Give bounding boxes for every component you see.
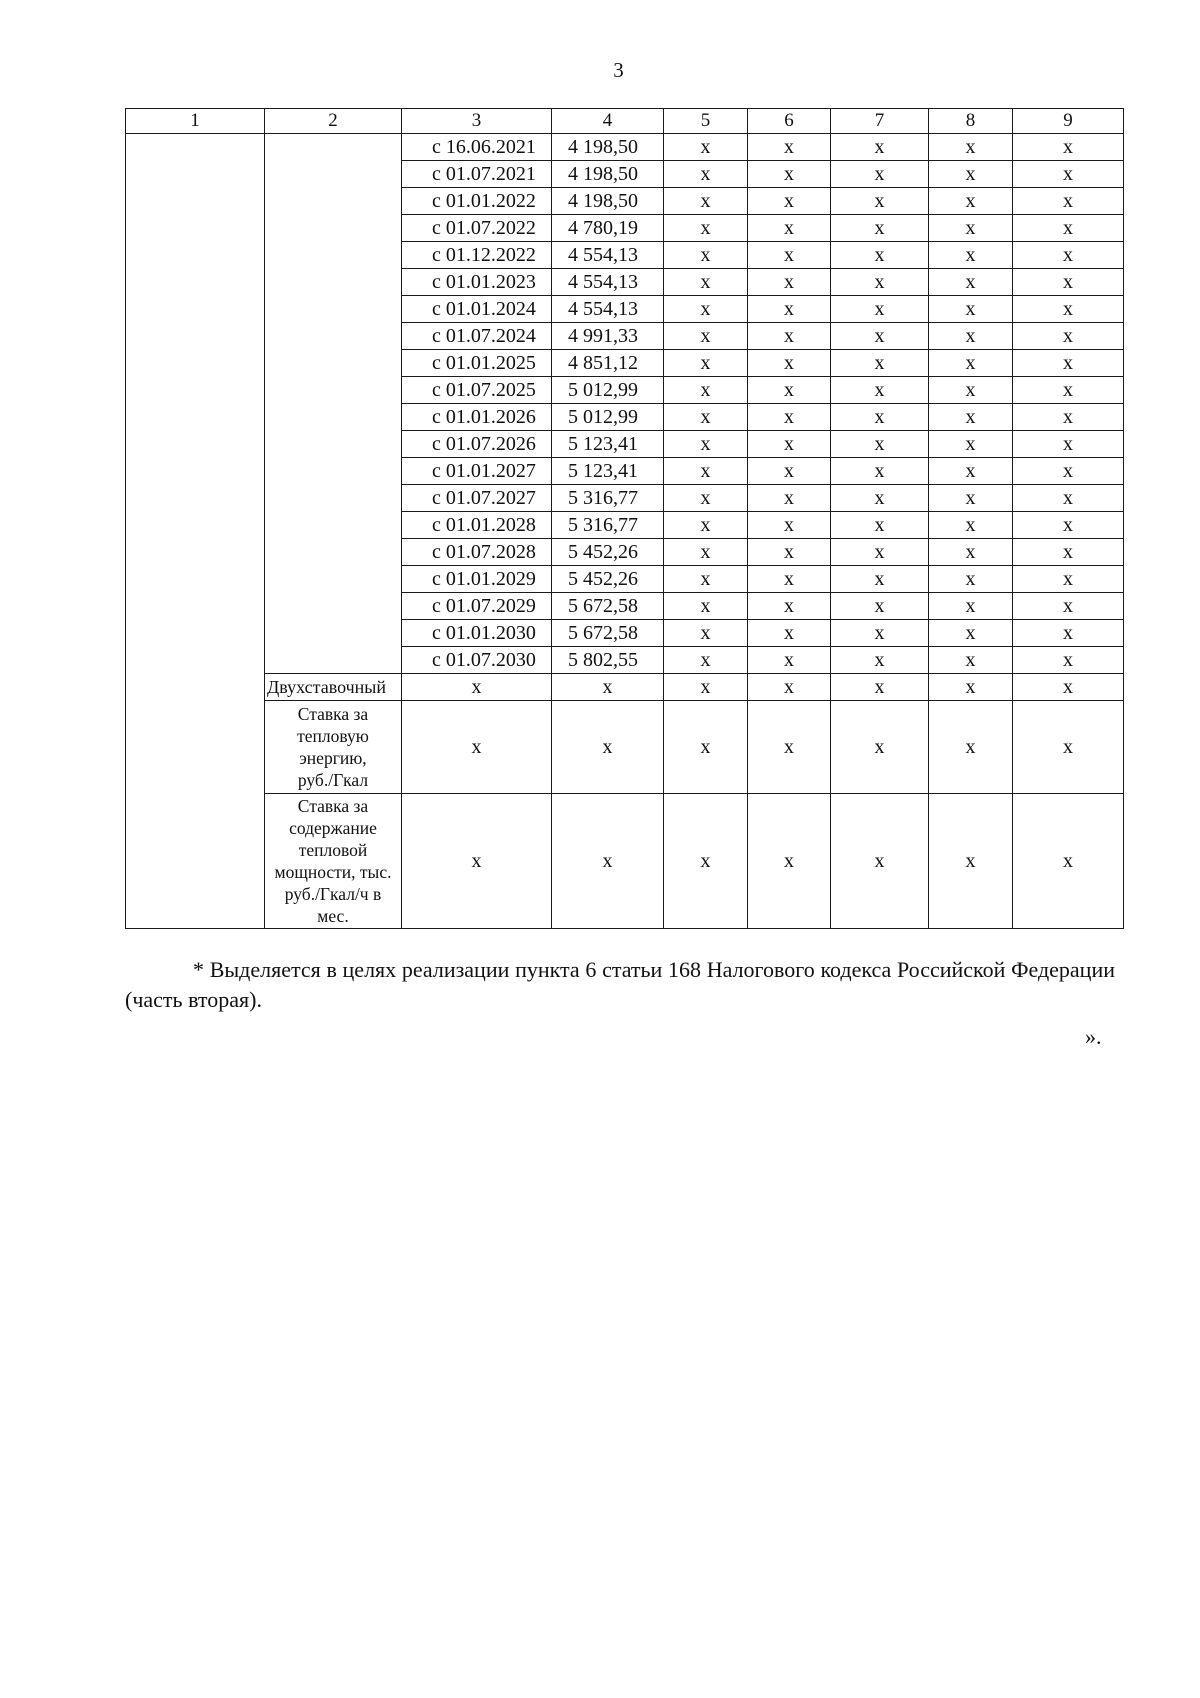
tariff-value: 5 452,26 bbox=[552, 539, 664, 566]
x-mark: х bbox=[929, 794, 1013, 929]
x-mark: х bbox=[1013, 269, 1124, 296]
tariff-value: 5 672,58 bbox=[552, 620, 664, 647]
tariff-value: 4 554,13 bbox=[552, 296, 664, 323]
x-mark: х bbox=[1013, 794, 1124, 929]
tariff-value: 4 554,13 bbox=[552, 242, 664, 269]
x-mark: х bbox=[929, 458, 1013, 485]
x-mark: х bbox=[748, 161, 831, 188]
x-mark: х bbox=[929, 323, 1013, 350]
tariff-value: 5 672,58 bbox=[552, 593, 664, 620]
x-mark: х bbox=[748, 539, 831, 566]
x-mark: х bbox=[929, 161, 1013, 188]
label-line: руб./Гкал bbox=[297, 770, 369, 790]
x-mark: х bbox=[1013, 458, 1124, 485]
date-cell: с 01.07.2025 bbox=[402, 377, 552, 404]
tariff-table bbox=[125, 108, 1124, 929]
column-number: 7 bbox=[831, 109, 929, 134]
date-cell: с 16.06.2021 bbox=[402, 134, 552, 161]
x-mark: х bbox=[664, 350, 748, 377]
x-mark: х bbox=[929, 215, 1013, 242]
x-mark: х bbox=[748, 242, 831, 269]
tariff-value: 5 012,99 bbox=[552, 377, 664, 404]
x-mark: х bbox=[748, 794, 831, 929]
x-mark: х bbox=[664, 485, 748, 512]
x-mark: х bbox=[664, 296, 748, 323]
x-mark: х bbox=[748, 674, 831, 701]
x-mark: х bbox=[748, 188, 831, 215]
tariff-value: 5 123,41 bbox=[552, 431, 664, 458]
column-number: 9 bbox=[1013, 109, 1124, 134]
label-line: тепловую bbox=[297, 726, 369, 746]
x-mark: х bbox=[929, 242, 1013, 269]
x-mark: х bbox=[748, 593, 831, 620]
x-mark: х bbox=[748, 296, 831, 323]
date-cell: с 01.07.2030 bbox=[402, 647, 552, 674]
date-cell: с 01.01.2024 bbox=[402, 296, 552, 323]
tariff-value: 5 012,99 bbox=[552, 404, 664, 431]
x-mark: х bbox=[929, 134, 1013, 161]
column-number: 6 bbox=[748, 109, 831, 134]
x-mark: х bbox=[1013, 242, 1124, 269]
column-number: 3 bbox=[402, 109, 552, 134]
x-mark: х bbox=[929, 674, 1013, 701]
x-mark: х bbox=[831, 593, 929, 620]
x-mark: х bbox=[929, 431, 1013, 458]
x-mark: х bbox=[929, 701, 1013, 794]
x-mark: х bbox=[1013, 323, 1124, 350]
x-mark: х bbox=[831, 539, 929, 566]
x-mark: х bbox=[831, 647, 929, 674]
x-mark: х bbox=[748, 701, 831, 794]
x-mark: х bbox=[664, 377, 748, 404]
date-cell: с 01.01.2023 bbox=[402, 269, 552, 296]
x-mark: х bbox=[664, 215, 748, 242]
x-mark: х bbox=[1013, 701, 1124, 794]
column-number: 8 bbox=[929, 109, 1013, 134]
page-number: 3 bbox=[613, 58, 624, 82]
footnote: * Выделяется в целях реализации пункта 6 статьи 168 Налогового кодекса Российской Федерации (часть вторая). bbox=[125, 957, 1115, 1012]
label-line: тепловой bbox=[298, 840, 368, 860]
x-mark: х bbox=[1013, 512, 1124, 539]
date-cell: с 01.01.2025 bbox=[402, 350, 552, 377]
tariff-value: 5 316,77 bbox=[552, 512, 664, 539]
x-mark: х bbox=[1013, 539, 1124, 566]
two-rate-row bbox=[126, 674, 1124, 701]
tariff-value: 4 780,19 bbox=[552, 215, 664, 242]
x-mark: х bbox=[748, 269, 831, 296]
x-mark: х bbox=[831, 323, 929, 350]
column-number: 5 bbox=[664, 109, 748, 134]
tariff-value: 4 198,50 bbox=[552, 161, 664, 188]
x-mark: х bbox=[748, 620, 831, 647]
x-mark: х bbox=[552, 701, 664, 794]
x-mark: х bbox=[1013, 215, 1124, 242]
date-cell: с 01.01.2027 bbox=[402, 458, 552, 485]
x-mark: х bbox=[748, 134, 831, 161]
x-mark: х bbox=[929, 566, 1013, 593]
x-mark: х bbox=[552, 794, 664, 929]
x-mark: х bbox=[748, 215, 831, 242]
date-cell: с 01.07.2026 bbox=[402, 431, 552, 458]
x-mark: х bbox=[664, 566, 748, 593]
x-mark: х bbox=[402, 794, 552, 929]
table-row bbox=[126, 134, 1124, 161]
x-mark: х bbox=[929, 647, 1013, 674]
label-line: мес. bbox=[317, 906, 349, 926]
x-mark: х bbox=[664, 674, 748, 701]
merged-cell-col2 bbox=[265, 134, 402, 674]
label-line: энергию, bbox=[299, 748, 367, 768]
x-mark: х bbox=[831, 404, 929, 431]
two-rate-label: Двухставочный bbox=[265, 674, 402, 701]
x-mark: х bbox=[1013, 674, 1124, 701]
x-mark: х bbox=[664, 323, 748, 350]
tariff-value: 5 316,77 bbox=[552, 485, 664, 512]
x-mark: х bbox=[664, 161, 748, 188]
x-mark: х bbox=[831, 674, 929, 701]
energy-rate-label bbox=[265, 701, 402, 794]
date-cell: с 01.01.2026 bbox=[402, 404, 552, 431]
x-mark: х bbox=[664, 431, 748, 458]
column-number: 2 bbox=[265, 109, 402, 134]
x-mark: х bbox=[748, 647, 831, 674]
x-mark: х bbox=[664, 242, 748, 269]
x-mark: х bbox=[831, 431, 929, 458]
x-mark: х bbox=[664, 404, 748, 431]
tariff-value: 4 554,13 bbox=[552, 269, 664, 296]
x-mark: х bbox=[664, 512, 748, 539]
x-mark: х bbox=[1013, 188, 1124, 215]
x-mark: х bbox=[1013, 350, 1124, 377]
closing-quote: ». bbox=[1085, 1024, 1102, 1049]
tariff-value: 4 851,12 bbox=[552, 350, 664, 377]
date-cell: с 01.07.2027 bbox=[402, 485, 552, 512]
tariff-value: 5 452,26 bbox=[552, 566, 664, 593]
x-mark: х bbox=[1013, 134, 1124, 161]
x-mark: х bbox=[664, 134, 748, 161]
x-mark: х bbox=[664, 539, 748, 566]
x-mark: х bbox=[831, 242, 929, 269]
column-number: 4 bbox=[552, 109, 664, 134]
x-mark: х bbox=[1013, 161, 1124, 188]
label-line: содержание bbox=[289, 818, 377, 838]
x-mark: х bbox=[831, 215, 929, 242]
x-mark: х bbox=[748, 566, 831, 593]
x-mark: х bbox=[748, 512, 831, 539]
x-mark: х bbox=[552, 674, 664, 701]
x-mark: х bbox=[1013, 620, 1124, 647]
capacity-rate-label bbox=[265, 794, 402, 929]
x-mark: х bbox=[929, 404, 1013, 431]
date-cell: с 01.01.2028 bbox=[402, 512, 552, 539]
date-cell: с 01.01.2022 bbox=[402, 188, 552, 215]
x-mark: х bbox=[664, 647, 748, 674]
x-mark: х bbox=[831, 269, 929, 296]
x-mark: х bbox=[748, 458, 831, 485]
x-mark: х bbox=[929, 188, 1013, 215]
x-mark: х bbox=[831, 134, 929, 161]
x-mark: х bbox=[929, 350, 1013, 377]
x-mark: х bbox=[929, 620, 1013, 647]
capacity-rate-row bbox=[126, 794, 1124, 929]
x-mark: х bbox=[831, 566, 929, 593]
x-mark: х bbox=[402, 701, 552, 794]
x-mark: х bbox=[748, 404, 831, 431]
x-mark: х bbox=[831, 188, 929, 215]
date-cell: с 01.07.2022 bbox=[402, 215, 552, 242]
date-cell: с 01.07.2021 bbox=[402, 161, 552, 188]
table-header-row bbox=[126, 109, 1124, 134]
x-mark: х bbox=[664, 701, 748, 794]
x-mark: х bbox=[929, 269, 1013, 296]
x-mark: х bbox=[1013, 593, 1124, 620]
label-line: мощности, тыс. bbox=[274, 862, 392, 882]
x-mark: х bbox=[1013, 566, 1124, 593]
x-mark: х bbox=[748, 377, 831, 404]
x-mark: х bbox=[831, 350, 929, 377]
x-mark: х bbox=[748, 323, 831, 350]
date-cell: с 01.12.2022 bbox=[402, 242, 552, 269]
date-cell: с 01.07.2028 bbox=[402, 539, 552, 566]
x-mark: х bbox=[664, 620, 748, 647]
merged-cell-col1 bbox=[126, 134, 265, 929]
x-mark: х bbox=[929, 296, 1013, 323]
x-mark: х bbox=[831, 620, 929, 647]
x-mark: х bbox=[1013, 431, 1124, 458]
tariff-value: 5 802,55 bbox=[552, 647, 664, 674]
x-mark: х bbox=[831, 161, 929, 188]
label-line: Ставка за bbox=[297, 704, 369, 724]
x-mark: х bbox=[929, 512, 1013, 539]
x-mark: х bbox=[1013, 647, 1124, 674]
x-mark: х bbox=[929, 539, 1013, 566]
energy-rate-row bbox=[126, 701, 1124, 794]
x-mark: х bbox=[831, 296, 929, 323]
x-mark: х bbox=[748, 431, 831, 458]
x-mark: х bbox=[929, 485, 1013, 512]
tariff-value: 5 123,41 bbox=[552, 458, 664, 485]
x-mark: х bbox=[664, 188, 748, 215]
label-line: руб./Гкал/ч в bbox=[284, 884, 382, 904]
column-number: 1 bbox=[126, 109, 265, 134]
tariff-value: 4 991,33 bbox=[552, 323, 664, 350]
x-mark: х bbox=[664, 794, 748, 929]
x-mark: х bbox=[664, 269, 748, 296]
x-mark: х bbox=[748, 485, 831, 512]
date-cell: с 01.07.2029 bbox=[402, 593, 552, 620]
x-mark: х bbox=[831, 512, 929, 539]
x-mark: х bbox=[1013, 377, 1124, 404]
x-mark: х bbox=[1013, 485, 1124, 512]
x-mark: х bbox=[748, 350, 831, 377]
x-mark: х bbox=[831, 377, 929, 404]
tariff-value: 4 198,50 bbox=[552, 188, 664, 215]
label-line: Ставка за bbox=[297, 796, 369, 816]
x-mark: х bbox=[664, 593, 748, 620]
x-mark: х bbox=[831, 458, 929, 485]
x-mark: х bbox=[929, 593, 1013, 620]
x-mark: х bbox=[1013, 404, 1124, 431]
x-mark: х bbox=[1013, 296, 1124, 323]
date-cell: с 01.01.2029 bbox=[402, 566, 552, 593]
x-mark: х bbox=[831, 485, 929, 512]
date-cell: с 01.07.2024 bbox=[402, 323, 552, 350]
x-mark: х bbox=[664, 458, 748, 485]
tariff-value: 4 198,50 bbox=[552, 134, 664, 161]
date-cell: с 01.01.2030 bbox=[402, 620, 552, 647]
x-mark: х bbox=[929, 377, 1013, 404]
x-mark: х bbox=[402, 674, 552, 701]
x-mark: х bbox=[831, 794, 929, 929]
x-mark: х bbox=[831, 701, 929, 794]
